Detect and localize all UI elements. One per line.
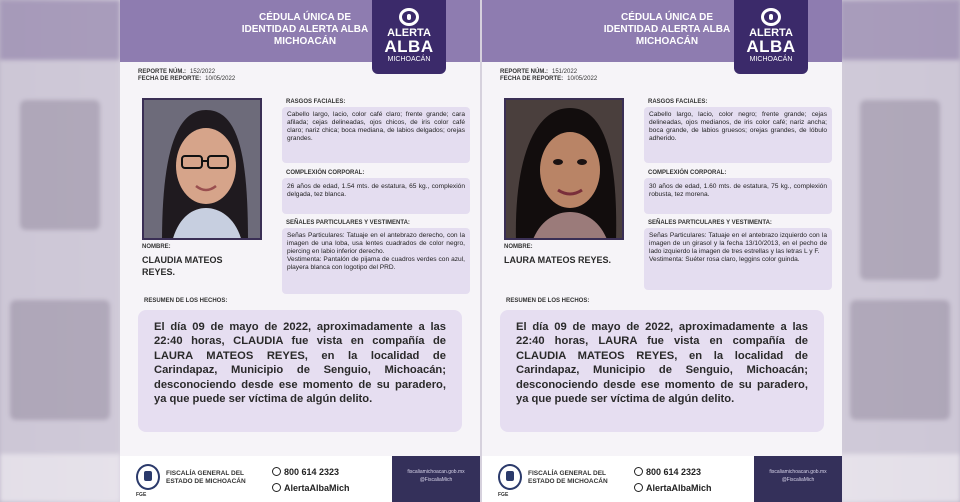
blurred-box — [10, 300, 110, 420]
blurred-background-left — [0, 0, 120, 502]
report-number — [500, 69, 577, 75]
facial-features-text: Cabello largo, lacio, color café claro; frente grande; cara afilada; cejas delineadas, ojos chicos, de iris color café claro; nariz chica; boca mediana, de labios delgados; orejas grandes. — [282, 107, 470, 163]
report-date-label: FECHA DE REPORTE: — [138, 76, 202, 82]
phone-number: 800 614 2323 — [646, 467, 702, 477]
header-title-line: IDENTIDAD ALERTA ALBA — [603, 24, 731, 35]
fge-emblem-icon — [498, 464, 522, 490]
clothing-text: Vestimenta: Suéter rosa claro, leggins color guinda. — [649, 256, 800, 263]
person-portrait — [144, 100, 262, 240]
facial-features-text: Cabello largo, lacio, color negro; frente grande; cejas delineadas, ojos medianos, de iris color café; nariz ancha; boca grande, de labios gruesos; orejas grandes, de lóbulo adherido. — [644, 107, 832, 163]
social-contact — [634, 483, 712, 493]
phone-contact — [272, 467, 339, 477]
footer-handle: @FiscaliaMich — [781, 477, 815, 483]
alerta-alba-logo — [734, 0, 808, 74]
phone-contact — [634, 467, 701, 477]
distinctive-marks-box — [282, 228, 470, 294]
report-date-value: 10/05/2022 — [205, 76, 236, 82]
summary-text: El día 09 de mayo de 2022, aproximadamente a las 22:40 horas, LAURA fue vista en compañía de CLAUDIA MATEOS REYES, en la localidad de Carindapaz, Municipio de Senguio, Michoacán; desconociendo desde ese momento de su paradero, ya que puede ser víctima de algún delito. — [500, 310, 824, 432]
facial-features-label: RASGOS FACIALES: — [648, 99, 708, 105]
logo-text-michoacan: MICHOACÁN — [749, 56, 793, 63]
institution-line: FISCALÍA GENERAL DEL — [166, 470, 245, 477]
institution-name — [166, 470, 246, 486]
phone-icon — [634, 467, 643, 476]
report-date — [500, 76, 597, 82]
facebook-icon — [272, 483, 281, 492]
institution-line: ESTADO DE MICHOACÁN — [528, 478, 608, 485]
blurred-band — [840, 0, 960, 60]
blurred-box — [860, 100, 940, 280]
fge-label: FGE — [136, 492, 147, 498]
distinctive-marks-text: Señas Particulares: Tatuaje en el antebrazo derecho, con la imagen de una loba, usa lentes cuadrados de color negro, piercing en labio inferior derecho. — [287, 232, 465, 255]
distinctive-marks-label: SEÑALES PARTICULARES Y VESTIMENTA: — [648, 220, 772, 226]
report-number-label: REPORTE NÚM.: — [500, 69, 548, 75]
social-handle: AlertaAlbaMich — [284, 483, 350, 493]
footer-website: fiscaliamichoacan.gob.mx — [769, 469, 827, 475]
logo-text-alba: ALBA — [746, 37, 796, 56]
name-label: NOMBRE: — [504, 244, 533, 250]
footer-web-panel — [754, 456, 842, 502]
person-name-line: CLAUDIA MATEOS — [142, 255, 223, 265]
distinctive-marks-label: SEÑALES PARTICULARES Y VESTIMENTA: — [286, 220, 410, 226]
alert-card-laura — [482, 0, 842, 502]
body-complexion-label: COMPLEXIÓN CORPORAL: — [286, 170, 365, 176]
social-handle: AlertaAlbaMich — [646, 483, 712, 493]
blurred-background-right — [840, 0, 960, 502]
logo-text-michoacan: MICHOACÁN — [387, 56, 431, 63]
person-name — [504, 254, 664, 266]
summary-text: El día 09 de mayo de 2022, aproximadamente a las 22:40 horas, CLAUDIA fue vista en compañía de LAURA MATEOS REYES, en la localidad de Carindapaz, Municipio de Senguio, Michoacán; desconociendo desde ese momento de su paradero, ya que puede ser víctima de algún delito. — [138, 310, 462, 432]
person-photo — [142, 98, 262, 240]
header-title-line: IDENTIDAD ALERTA ALBA — [241, 24, 369, 35]
logo-text-alerta: ALERTA — [387, 27, 431, 39]
institution-line: FISCALÍA GENERAL DEL — [528, 470, 607, 477]
blurred-box — [850, 300, 950, 420]
alert-icon — [399, 8, 419, 26]
alert-icon — [761, 8, 781, 26]
summary-label: RESUMEN DE LOS HECHOS: — [144, 298, 228, 304]
footer-handle: @FiscaliaMich — [419, 477, 453, 483]
alert-card-claudia — [120, 0, 480, 502]
logo-text-alerta: ALERTA — [749, 27, 793, 39]
report-date — [138, 76, 235, 82]
report-number-label: REPORTE NÚM.: — [138, 69, 186, 75]
body-complexion-text: 30 años de edad, 1.60 mts. de estatura, 75 kg., complexión robusta, tez morena. — [644, 178, 832, 214]
report-number-value: 151/2022 — [552, 69, 578, 75]
distinctive-marks-box — [644, 228, 832, 290]
logo-text-alba: ALBA — [384, 37, 434, 56]
facebook-icon — [634, 483, 643, 492]
report-number-value: 152/2022 — [190, 69, 216, 75]
blurred-band — [0, 0, 120, 60]
person-name — [142, 254, 272, 278]
person-name-line: REYES. — [142, 267, 176, 277]
blurred-photo — [20, 100, 100, 230]
blurred-footer — [0, 454, 120, 502]
fge-emblem-icon — [136, 464, 160, 490]
body-complexion-text: 26 años de edad, 1.54 mts. de estatura, 65 kg., complexión delgada, tez blanca. — [282, 178, 470, 214]
report-date-label: FECHA DE REPORTE: — [500, 76, 564, 82]
distinctive-marks-text: Señas Particulares: Tatuaje en el antebrazo izquierdo con la imagen de un girasol y la fecha 13/10/2013, en el pecho de lado izquierdo la imagen de tres estrellas y las letras L y F. — [649, 232, 827, 255]
institution-name — [528, 470, 608, 486]
footer-website: fiscaliamichoacan.gob.mx — [407, 469, 465, 475]
alerta-alba-logo — [372, 0, 446, 74]
report-date-value: 10/05/2022 — [567, 76, 598, 82]
header-title — [230, 12, 380, 48]
phone-number: 800 614 2323 — [284, 467, 340, 477]
person-photo — [504, 98, 624, 240]
blurred-footer — [840, 454, 960, 502]
header-title-line: CÉDULA ÚNICA DE — [258, 12, 352, 23]
header-title-line: MICHOACÁN — [273, 36, 337, 47]
footer-web-panel — [392, 456, 480, 502]
card-footer — [120, 456, 480, 502]
fge-label: FGE — [498, 492, 509, 498]
summary-label: RESUMEN DE LOS HECHOS: — [506, 298, 590, 304]
person-portrait — [506, 100, 624, 240]
institution-line: ESTADO DE MICHOACÁN — [166, 478, 246, 485]
header-title — [592, 12, 742, 48]
person-name-line: LAURA MATEOS REYES. — [504, 255, 612, 265]
body-complexion-label: COMPLEXIÓN CORPORAL: — [648, 170, 727, 176]
name-label: NOMBRE: — [142, 244, 171, 250]
header-title-line: MICHOACÁN — [635, 36, 699, 47]
report-number — [138, 69, 215, 75]
facial-features-label: RASGOS FACIALES: — [286, 99, 346, 105]
header-title-line: CÉDULA ÚNICA DE — [620, 12, 714, 23]
card-footer — [482, 456, 842, 502]
social-contact — [272, 483, 350, 493]
clothing-text: Vestimenta: Pantalón de pijama de cuadros verdes con azul, playera blanca con logotipo del PRD. — [287, 256, 465, 271]
phone-icon — [272, 467, 281, 476]
